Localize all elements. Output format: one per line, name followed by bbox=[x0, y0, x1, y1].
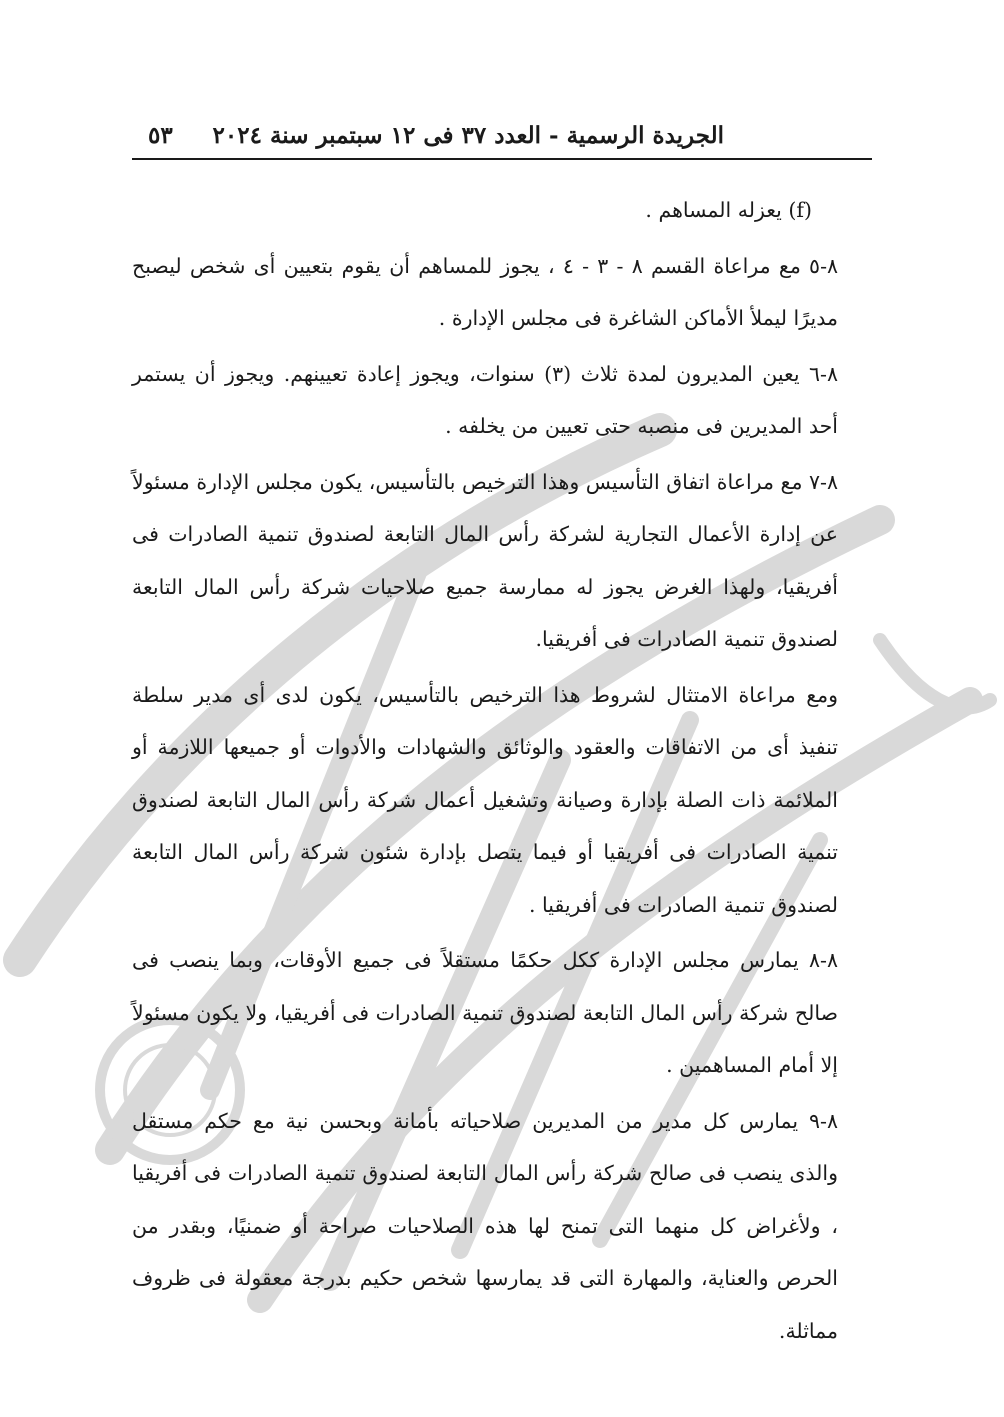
paragraph-8-9: ٨-٩ يمارس كل مدير من المديرين صلاحياته بأمانة وبحسن نية مع حكم مستقل والذى ينصب فى صالح شركة رأس المال التابعة لصندوق تنمية الصادرات فى أفريقيا ، ولأغراض كل منهما التى تمنح لها هذه الصلاحيات صراحة أو ضمنيًا، وبقدر من الحرص والعناية، والمهارة التى قد يمارسها شخص حكيم بدرجة معقولة فى ظروف مماثلة. bbox=[132, 1108, 838, 1343]
page-header bbox=[132, 112, 872, 160]
paragraph-8-8: ٨-٨ يمارس مجلس الإدارة ككل حكمًا مستقلاً فى جميع الأوقات، وبما ينصب فى صالح شركة رأس المال التابعة لصندوق تنمية الصادرات فى أفريقيا، ولا يكون مسئولاً إلا أمام المساهمين . bbox=[132, 948, 838, 1077]
paragraph-compliance: ومع مراعاة الامتثال لشروط هذا الترخيص بالتأسيس، يكون لدى أى مدير سلطة تنفيذ أى من الاتفاقات والعقود والوثائق والشهادات والأدوات أو جميعها اللازمة أو الملائمة ذات الصلة بإدارة وصيانة وتشغيل أعمال شركة رأس المال التابعة لصندوق تنمية الصادرات فى أفريقيا أو فيما يتصل بإدارة شئون شركة رأس المال التابعة لصندوق تنمية الصادرات فى أفريقيا . bbox=[132, 682, 838, 917]
paragraph-f: (f) يعزله المساهم . bbox=[645, 198, 812, 222]
page-number: ٥٣ bbox=[148, 121, 173, 149]
header-title: الجريدة الرسمية - العدد ٣٧ فى ١٢ سبتمبر سنة ٢٠٢٤ bbox=[212, 121, 724, 149]
paragraph-8-5: ٨-٥ مع مراعاة القسم ٨ - ٣ - ٤ ، يجوز للمساهم أن يقوم بتعيين أى شخص ليصبح مديرًا ليملأ الأماكن الشاغرة فى مجلس الإدارة . bbox=[132, 253, 839, 330]
document-body bbox=[132, 184, 872, 1357]
paragraph-8-7: ٨-٧ مع مراعاة اتفاق التأسيس وهذا الترخيص بالتأسيس، يكون مجلس الإدارة مسئولاً عن إدارة الأعمال التجارية لشركة رأس المال التابعة لصندوق تنمية الصادرات فى أفريقيا، ولهذا الغرض يجوز له ممارسة جميع صلاحيات شركة رأس المال التابعة لصندوق تنمية الصادرات فى أفريقيا. bbox=[132, 469, 838, 651]
paragraph-8-6: ٨-٦ يعين المديرون لمدة ثلاث (٣) سنوات، ويجوز إعادة تعيينهم. ويجوز أن يستمر أحد المديرين فى منصبه حتى تعيين من يخلفه . bbox=[132, 361, 838, 438]
